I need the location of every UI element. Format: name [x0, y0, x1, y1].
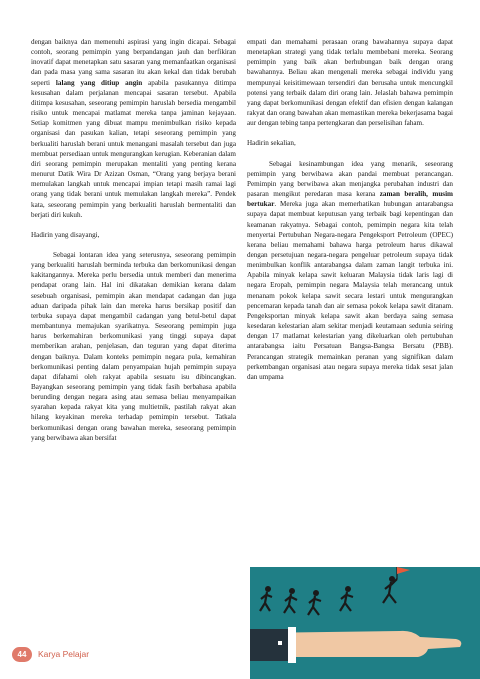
- left-column: [31, 37, 236, 453]
- left-salutation: Hadirin yang disayangi,: [31, 230, 100, 239]
- cufflink-icon: [278, 641, 282, 645]
- cuff-shape: [288, 627, 296, 663]
- figure-head: [265, 586, 271, 592]
- publication-name: Karya Pelajar: [38, 649, 90, 659]
- illustration-background: [250, 567, 480, 679]
- left-paragraph-1-text-b: apabila pasukannya ditimpa kesusahan dalam perjalanan mencapai sasaran tersebut. Apabila ditimpa kesusahan, seseorang pemimpin haruslah bersedia mengambil risiko untuk mencapai matlamat mereka tanpa jaminan kejayaan. Setiap komitmen yang dibuat mampu menimbulkan risiko kepada organisasi dan pasukan kalian, tetapi seseorang pemimpin yang berkualiti haruslah berani untuk menangani masalah tersebut dan juga membuat persediaan untuk mengurangkan kerugian. Keberanian dalam diri seorang pemimpin merupakan mentaliti yang penting kerana menurut Datik Wira Dr Azizan Osman, “Orang yang berjaya berani memulakan langkah untuk mencapai impian tetapi masih ramai lagi orang yang tidak berani untuk memulakan langkah mereka”. Pendek kata, seseorang pemimpin yang berkualiti haruslah bermentaliti dan berjati diri kukuh.: [31, 78, 236, 219]
- figure-head: [289, 588, 295, 594]
- right-column: [247, 37, 453, 392]
- figure-head: [313, 590, 319, 596]
- left-paragraph-1-text-a: dengan baiknya dan memenuhi aspirasi yang ingin dicapai. Sebagai contoh, seorang pemimpin yang berpandangan jauh dan berfikiran inovatif dapat menetapkan satu sasaran yang memanfaatkan organisasi dan pada masa yang sama sasaran itu akan kekal dan tidak berubah seperti: [31, 38, 236, 87]
- page-footer: [12, 646, 89, 662]
- right-paragraph-2-text-a: Sebagai kesinambungan idea yang menarik, seseorang pemimpin yang berwibawa akan pandai membuat perancangan. Pemimpin yang berwibawa akan menjangka perubahan industri dan pasaran mengikut peredaran masa kerana: [247, 159, 453, 199]
- leadership-illustration: [250, 567, 480, 679]
- right-salutation: Hadirin sekalian,: [247, 139, 296, 148]
- page-number: 44: [12, 647, 32, 662]
- illustration-svg: [250, 567, 480, 679]
- sleeve-shape: [250, 629, 288, 661]
- right-paragraph-1: empati dan memahami perasaan orang bawahannya supaya dapat menetapkan strategi yang tidak terlalu membebani mereka. Seorang pemimpin yang baik akan berhubungan baik dengan orang bawahannya. Beliau akan mengenali mereka sebagai individu yang mempunyai keisitimewaan tersendiri dan berusaha untuk mencungkil potensi yang terbaik dalam diri orang lain. Jelaslah bahawa pemimpin yang dapat berkomunikasi dengan efektif dan efisien dengan kalangan rakyat dan orang bawahan akan memastikan mereka bekerjasama bagai aur dengan tebing tanpa pertengkaran dan perselisihan faham.: [247, 38, 453, 128]
- right-paragraph-2-text-b: . Mereka juga akan memerhatikan hubungan antarabangsa supaya dapat membuat keputusan yang terbaik bagi kepentingan dan keamanan rakyatnya. Sebagai contoh, pemimpin negara kita telah menyertai Pertubuhan Negara-negara Pengeksport Petroleum (OPEC) kerana beliau memahami bahawa harga petroleum harus dikawal dengan persetujuan negara-negara pengeluar petroleum supaya tidak menimbulkan konflik antarabangsa dalam zaman langit terbuka ini. Apabila minyak kelapa sawit keluaran Malaysia tidak laris lagi di negara Eropah, pemimpin negara Malaysia telah merancang untuk menanam pokok kelapa sawit secara lestari untuk mengurangkan pencemaran kepada tanah dan air semasa pokok kelapa sawit ditanam. Pengeksportan minyak kelapa sawit akan berdaya saing semasa kesedaran kelestarian alam sekitar menjadi keutamaan sedunia seiring dengan 17 matlamat kelestarian yang dikeluarkan oleh pertubuhan antarabangsa iaitu Persatuan Bangsa-Bangsa Bersatu (PBB). Perancangan strategik memainkan peranan yang signifikan dalam perkembangan organisasi atau negara supaya mereka tidak sesat jalan dan umpama: [247, 200, 453, 381]
- left-paragraph-1-bold: lalang yang ditiup angin: [55, 78, 143, 87]
- right-paragraph-2: [247, 159, 453, 382]
- left-paragraph-2: Sebagai lontaran idea yang seterusnya, seseorang pemimpin yang berkualiti haruslah berminda terbuka dan berkomunikasi dengan kakitangannya. Mereka perlu bersedia untuk memberi dan menerima pendapat orang lain. Hal ini dikatakan demikian kerana dalam sesebuah organisasi, pemimpin akan mendapat cadangan dan juga aduan daripada pihak lain dan mereka harus bersikap positif dan terbuka supaya dapat mengambil cadangan yang betul-betul dapat membantunya memajukan syarikatnya. Seseorang pemimpin juga harus berkemahiran berkomunikasi yang tinggi supaya dapat memberikan arahan, penjelasan, dan teguran yang dapat diterima dengan baiknya. Dalam konteks pemimpin negara pula, kemahiran berkomunikasi penting dalam penyampaian hujah pemimpin supaya dapat difahami oleh rakyat apabila sesuatu isu dibincangkan. Bayangkan seseorang pemimpin yang tidak fasih berbahasa apabila berunding dengan negara asing atau semasa beliau menyampaikan syarahan kepada rakyat kita yang multietnik, pastilah rakyat akan hilang keyakinan mereka terhadap pemimpin tersebut. Tatkala berkomunikasi dengan orang bawahan mereka, seseorang pemimpin yang berwibawa akan bersifat: [31, 250, 236, 442]
- left-paragraph-1: [31, 37, 236, 220]
- figure-head: [345, 586, 351, 592]
- right-paragraph-2-bold: zaman beralih, musim bertukar: [247, 190, 453, 209]
